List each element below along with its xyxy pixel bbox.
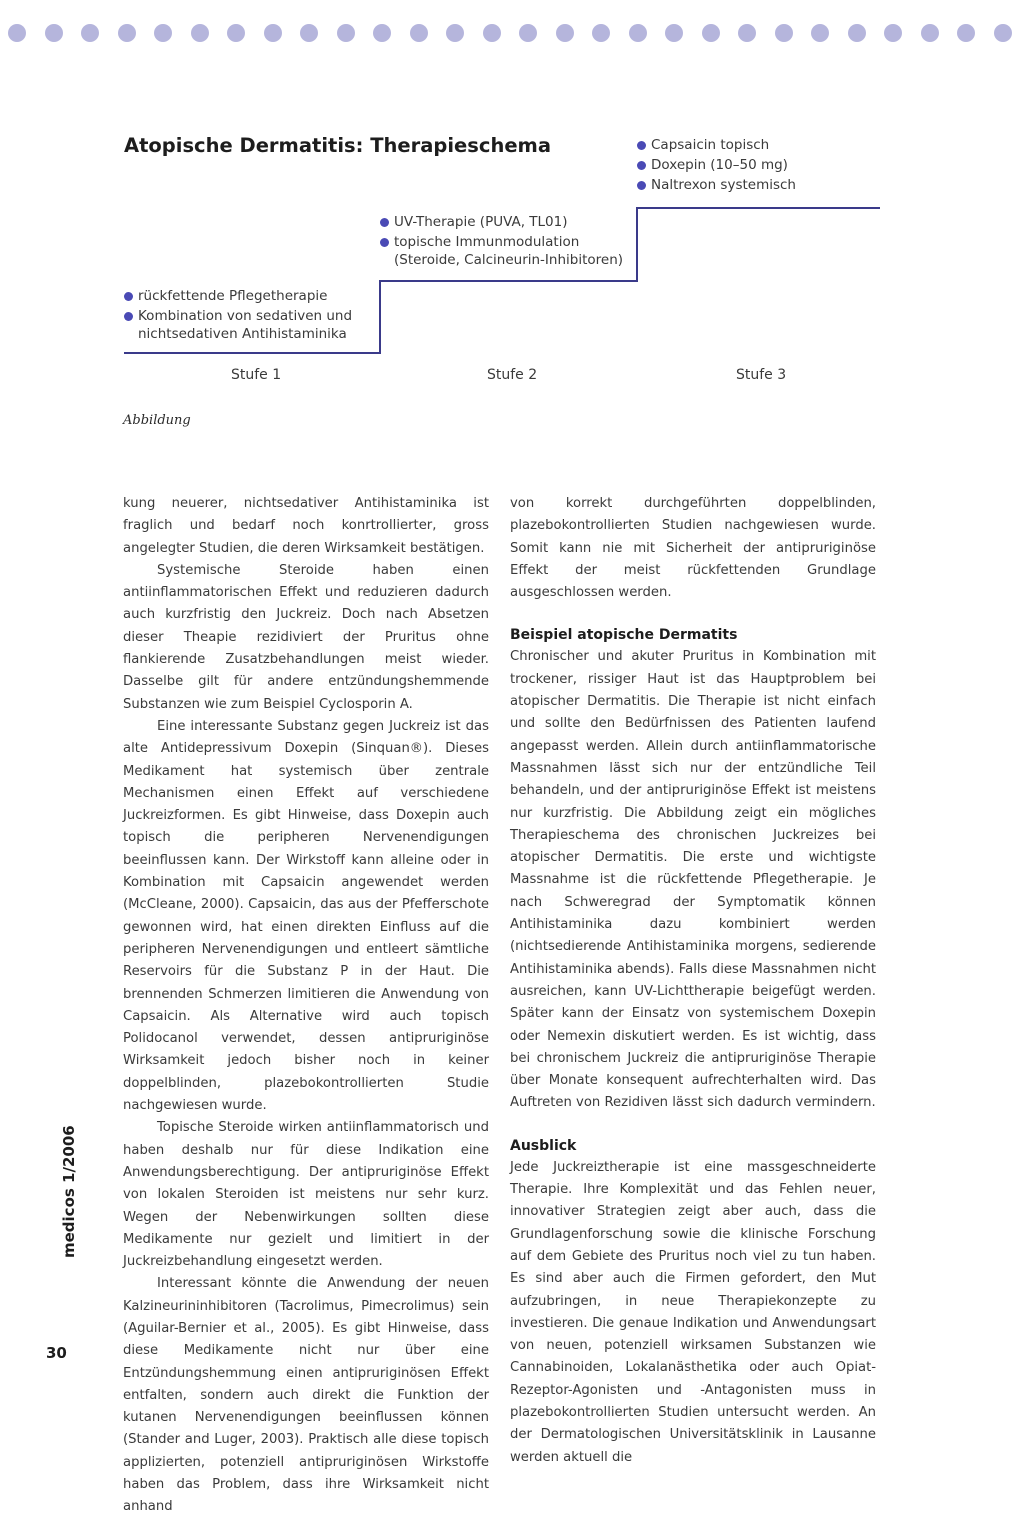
therapy-item	[380, 212, 623, 232]
therapy-item	[380, 232, 623, 270]
stage-label-3: Stufe 3	[736, 367, 787, 383]
journal-name: medicos 1/2006	[60, 1125, 78, 1258]
therapy-item-line: (Steroide, Calcineurin-Inhibitoren)	[394, 252, 624, 268]
section-heading: Beispiel atopische Dermatits	[510, 627, 738, 644]
stage-label-1: Stufe 1	[231, 367, 282, 383]
stage2-list	[380, 212, 623, 270]
paragraph: Systemische Steroide haben einen antiinflammatorischen Effekt und reduzieren dadurch auch kurzfristig den Juckreiz. Doch nach Absetzen dieser Theapie rezidiviert der Pruritus ohne flankierende Zusatzbehandlungen meist wieder. Dasselbe gilt für andere entzündungshemmende Substanzen wie zum Beispiel Cyclosporin A.	[123, 562, 489, 712]
right-text-column	[510, 493, 876, 1469]
therapy-item-line: Kombination von sedativen und	[138, 308, 353, 324]
stage1-list	[124, 286, 352, 344]
therapy-item-line: Capsaicin topisch	[651, 137, 770, 153]
paragraph: Interessant könnte die Anwendung der neuen Kalzineurininhibitoren (Tacrolimus, Pimecrolimus) sein (Aguilar-Bernier et al., 2005). Es gibt Hinweise, dass diese Medikamente nicht nur über eine Entzündungshemmung einen antipruriginösen Effekt entfalten, sondern auch direkt die Funktion der kutanen Nervenendigungen beeinflussen können (Stander and Luger, 2003). Praktisch alle diese topisch applizierten, potenziell antipruriginösen Wirkstoffe haben das Problem, dass ihre Wirksamkeit nicht anhand	[123, 1276, 489, 1515]
paragraph: kung neuerer, nichtsedativer Antihistaminika ist fraglich und bedarf noch konrtrollierter, gross angelegter Studien, die deren Wirksamkeit bestätigen.	[123, 496, 489, 556]
paragraph: von korrekt durchgeführten doppelblinden, plazebokontrollierten Studien nachgewiesen wurde. Somit kann nie mit Sicherheit der antipruriginöse Effekt der meist rückfettenden Grundlage ausgeschlossen werden.	[510, 496, 876, 601]
therapy-item	[637, 175, 796, 195]
therapy-item-line: rückfettende Pflegetherapie	[138, 288, 328, 304]
figure-title: Atopische Dermatitis: Therapieschema	[124, 134, 552, 157]
therapy-item-line: Naltrexon systemisch	[651, 177, 796, 193]
therapy-item-line: UV-Therapie (PUVA, TL01)	[394, 214, 568, 230]
paragraph: Jede Juckreiztherapie ist eine massgeschneiderte Therapie. Ihre Komplexität und das Fehlen neuer, innovativer Strategien zeigt aber auch, dass die Grundlagenforschung sowie die klinische Forschung auf dem Gebiete des Pruritus noch viel zu tun haben. Es sind aber auch die Firmen gefordert, den Mut aufzubringen, in neue Therapiekonzepte zu investieren. Die genaue Indikation und Anwendungsart von neuen, potenziell wirksamen Substanzen wie Cannabinoiden, Lokalanästhetika oder auch Opiat-Rezeptor-Agonisten und -Antagonisten muss in plazebokontrollierten Studien untersucht werden. An der Dermatologischen Universitätsklinik in Lausanne werden aktuell die	[510, 1159, 876, 1465]
therapy-item	[637, 135, 796, 155]
section-heading: Ausblick	[510, 1137, 577, 1154]
therapy-item	[124, 286, 352, 306]
therapy-item-line: nichtsedativen Antihistaminika	[138, 326, 347, 342]
paragraph: Eine interessante Substanz gegen Juckreiz ist das alte Antidepressivum Doxepin (Sinquan®). Dieses Medikament hat systemisch über zentrale Mechanismen einen Effekt auf verschiedene Juckreizformen. Es gibt Hinweise, dass Doxepin auch topisch die peripheren Nervenendigungen beeinflussen kann. Der Wirkstoff kann alleine oder in Kombination mit Capsaicin angewendet werden (McCleane, 2000). Capsaicin, das aus der Pfefferschote gewonnen wird, hat einen direkten Einfluss auf die peripheren Nervenendigungen und entleert sämtliche Reservoirs für die Substanz P in der Haut. Die brennenden Schmerzen limitieren die Anwendung von Capsaicin. Als Alternative wird auch topisch Polidocanol verwendet, dessen antipruriginöse Wirksamkeit jedoch bisher noch in keiner doppelblinden, plazebokontrollierten Studie nachgewiesen wurde.	[123, 718, 489, 1114]
page-number: 30	[46, 1344, 67, 1362]
paragraph: Chronischer und akuter Pruritus in Kombination mit trockener, rissiger Haut ist das Hauptproblem bei atopischer Dermatitis. Die Therapie ist nicht einfach und sollte den Bedürfnissen des Patienten laufend angepasst werden. Allein durch antiinflammatorische Massnahmen lässt sich nur der entzündliche Teil behandeln, und der antipruriginöse Effekt ist meistens nur kurzfristig. Die Abbildung zeigt ein mögliches Therapieschema des chronischen Juckreizes bei atopischer Dermatitis. Die erste und wichtigste Massnahme ist die rückfettende Pflegetherapie. Je nach Schweregrad der Symptomatik können Antihistaminika dazu kombiniert werden (nichtsedierende Antihistaminika morgens, sedierende Antihistaminika abends). Falls diese Massnahmen nicht ausreichen, kann UV-Lichttherapie beigefügt werden. Später kann der Einsatz von systemischem Doxepin oder Nemexin diskutiert werden. Es ist wichtig, dass bei chronischem Juckreiz die antipruriginöse Therapie über Monate konsequent aufrechterhalten wird. Das Auftreten von Rezidiven lässt sich dadurch vermindern.	[510, 649, 876, 1111]
left-text-column	[123, 493, 489, 1519]
therapy-item	[637, 155, 796, 175]
stage-label-2: Stufe 2	[487, 367, 538, 383]
paragraph: Topische Steroide wirken antiinflammatorisch und haben deshalb nur für diese Indikation eine Anwendungsberechtigung. Der antipruriginöse Effekt von lokalen Steroiden ist meistens nur sehr kurz. Wegen der Nebenwirkungen sollten diese Medikamente nur gezielt und limitiert in der Juckreizbehandlung eingesetzt werden.	[123, 1120, 489, 1270]
figure-caption: Abbildung	[123, 413, 191, 428]
therapy-item-line: topische Immunmodulation	[394, 234, 580, 250]
stage3-list	[637, 135, 796, 195]
therapy-item-line: Doxepin (10–50 mg)	[651, 157, 788, 173]
therapy-item	[124, 306, 352, 344]
